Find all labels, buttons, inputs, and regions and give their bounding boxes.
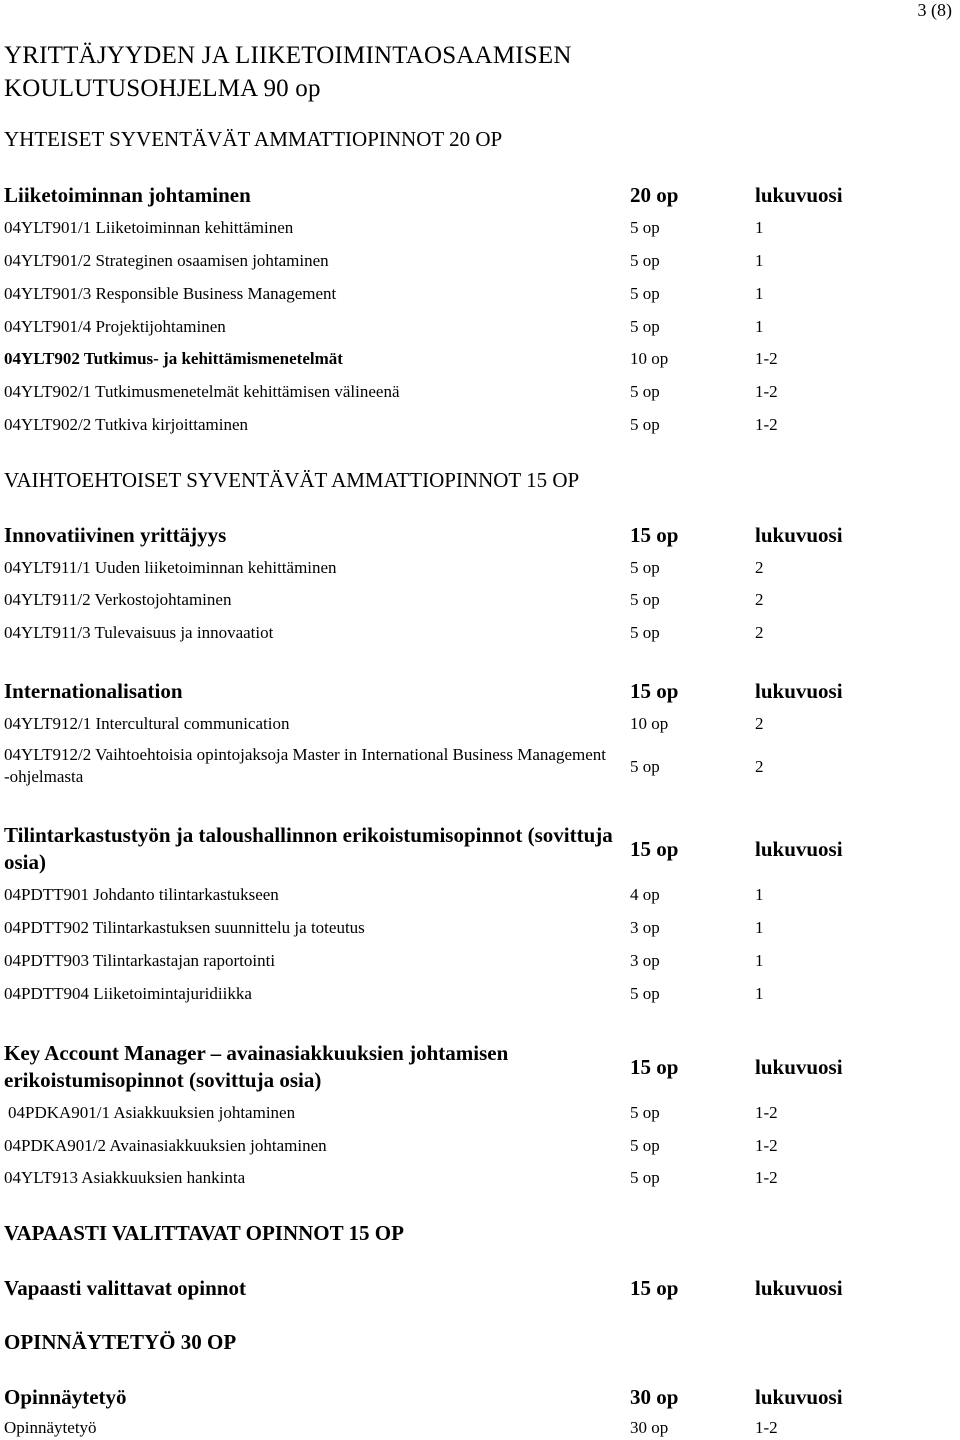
group-heading: Internationalisation [4,679,183,703]
course-name: 04YLT902/2 Tutkiva kirjoittaminen [4,415,248,434]
course-credits: 5 op [630,284,660,303]
course-name: 04YLT911/3 Tulevaisuus ja innovaatiot [4,623,274,642]
course-credits: 5 op [630,218,660,237]
document-title-line-1: YRITTÄJYYDEN JA LIIKETOIMINTAOSAAMISEN [4,42,572,69]
course-year: 1 [755,284,764,303]
group-credits: 20 op [630,183,679,207]
course-credits: 5 op [630,415,660,434]
course-name: 04PDTT903 Tilintarkastajan raportointi [4,951,276,970]
course-year: 1 [755,984,764,1003]
course-year: 1-2 [755,382,778,401]
course-name: 04YLT913 Asiakkuuksien hankinta [4,1168,246,1187]
section-heading-common-studies: YHTEISET SYVENTÄVÄT AMMATTIOPINNOT 20 OP [4,127,503,151]
course-name: 04YLT901/4 Projektijohtaminen [4,317,226,336]
group-year-header: lukuvuosi [755,1276,843,1300]
course-name: 04YLT911/2 Verkostojohtaminen [4,590,232,609]
document-title-line-2: KOULUTUSOHJELMA 90 op [4,75,321,102]
course-credits: 5 op [630,590,660,609]
course-year: 1 [755,885,764,904]
course-name: 04YLT912/2 Vaihtoehtoisia opintojaksoja Master in International Business Management -ohjelmasta [4,745,606,786]
group-year-header: lukuvuosi [755,1385,843,1409]
course-year: 1-2 [755,415,778,434]
course-name: 04PDKA901/2 Avainasiakkuuksien johtaminen [4,1136,327,1155]
section-heading-free-choice: VAPAASTI VALITTAVAT OPINNOT 15 OP [4,1221,404,1245]
course-credits: 4 op [630,885,660,904]
course-year: 2 [755,590,764,609]
page-number: 3 (8) [917,0,952,20]
course-credits: 5 op [630,317,660,336]
course-credits: 10 op [630,349,669,368]
course-name: 04YLT911/1 Uuden liiketoiminnan kehittäminen [4,558,337,577]
course-name: 04YLT901/2 Strateginen osaamisen johtaminen [4,251,329,270]
course-name: 04YLT901/3 Responsible Business Management [4,284,337,303]
course-year: 1-2 [755,349,778,368]
group-heading: Vapaasti valittavat opinnot [4,1276,246,1300]
course-year: 1 [755,951,764,970]
section-heading-optional-studies: VAIHTOEHTOISET SYVENTÄVÄT AMMATTIOPINNOT 15 OP [4,468,580,492]
course-credits: 5 op [630,757,660,776]
group-credits: 15 op [630,1055,679,1079]
course-credits: 3 op [630,951,660,970]
course-name: 04PDKA901/1 Asiakkuuksien johtaminen [8,1103,296,1122]
group-year-header: lukuvuosi [755,837,843,861]
group-year-header: lukuvuosi [755,1055,843,1079]
course-name: 04YLT901/1 Liiketoiminnan kehittäminen [4,218,294,237]
course-year: 1 [755,218,764,237]
course-year: 2 [755,757,764,776]
course-year: 1-2 [755,1103,778,1122]
course-name: 04PDTT901 Johdanto tilintarkastukseen [4,885,279,904]
course-name: 04YLT912/1 Intercultural communication [4,714,290,733]
course-credits: 5 op [630,382,660,401]
course-credits: 5 op [630,1168,660,1187]
group-credits: 15 op [630,1276,679,1300]
course-name: 04YLT902 Tutkimus- ja kehittämismenetelmät [4,349,343,368]
course-name: 04PDTT902 Tilintarkastuksen suunnittelu ja toteutus [4,918,365,937]
group-credits: 30 op [630,1385,679,1409]
course-credits: 3 op [630,918,660,937]
course-credits: 5 op [630,558,660,577]
group-credits: 15 op [630,679,679,703]
group-heading: Tilintarkastustyön ja taloushallinnon erikoistumisopinnot (sovittuja osia) [4,823,613,874]
course-year: 2 [755,714,764,733]
course-year: 2 [755,623,764,642]
group-year-header: lukuvuosi [755,523,843,547]
group-credits: 15 op [630,837,679,861]
course-credits: 5 op [630,984,660,1003]
group-heading: Liiketoiminnan johtaminen [4,183,251,207]
course-name: Opinnäytetyö [4,1418,97,1437]
course-credits: 10 op [630,714,669,733]
course-year: 1-2 [755,1168,778,1187]
course-credits: 30 op [630,1418,669,1437]
course-year: 1 [755,251,764,270]
group-year-header: lukuvuosi [755,679,843,703]
group-heading: Innovatiivinen yrittäjyys [4,523,227,547]
course-year: 2 [755,558,764,577]
course-year: 1 [755,918,764,937]
group-heading: Opinnäytetyö [4,1385,127,1409]
section-heading-thesis: OPINNÄYTETYÖ 30 OP [4,1330,237,1354]
group-heading: Key Account Manager – avainasiakkuuksien johtamisen erikoistumisopinnot (sovittuja osia) [4,1041,509,1092]
course-credits: 5 op [630,251,660,270]
group-year-header: lukuvuosi [755,183,843,207]
course-credits: 5 op [630,1103,660,1122]
course-name: 04YLT902/1 Tutkimusmenetelmät kehittämisen välineenä [4,382,400,401]
course-year: 1-2 [755,1418,778,1437]
course-year: 1 [755,317,764,336]
course-year: 1-2 [755,1136,778,1155]
course-credits: 5 op [630,623,660,642]
group-credits: 15 op [630,523,679,547]
course-credits: 5 op [630,1136,660,1155]
course-name: 04PDTT904 Liiketoimintajuridiikka [4,984,252,1003]
